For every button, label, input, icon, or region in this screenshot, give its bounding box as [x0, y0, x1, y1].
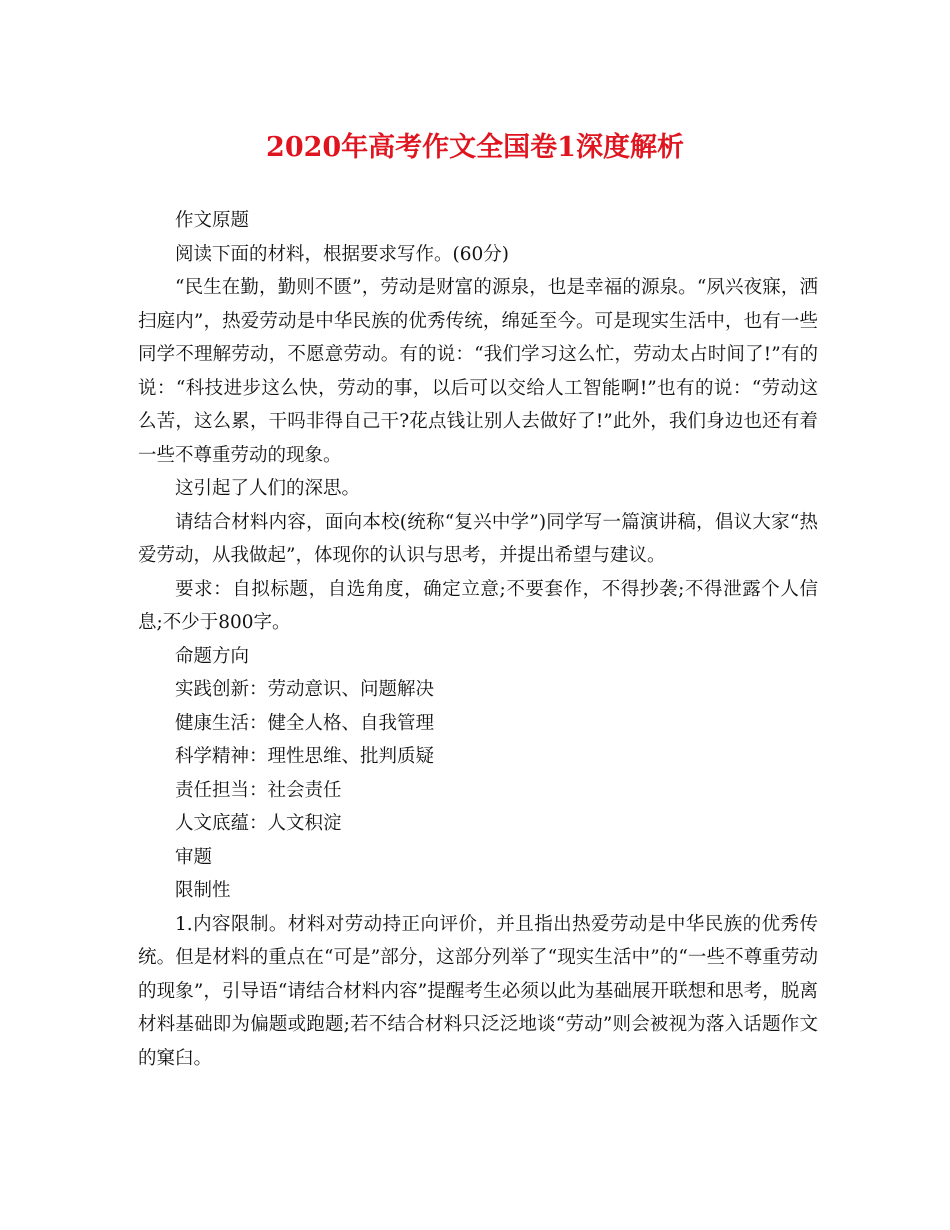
direction-item: 责任担当：社会责任 — [175, 779, 342, 801]
prompt-instruction: 阅读下面的材料，根据要求写作。(60分) — [175, 243, 509, 265]
analysis-paragraph: 1.内容限制。材料对劳动持正向评价，并且指出热爱劳动是中华民族的优秀传统。但是材料的重点在“可是”部分，这部分列举了“现实生活中”的“一些不尊重劳动的现象”，引导语“请结合材料内容”提醒考生必须以此为基础展开联想和思考，脱离材料基础即为偏题或跑题;若不结合材料只泛泛地谈“劳动”则会被视为落入话题作文的窠臼。 — [138, 913, 818, 1069]
direction-item: 人文底蕴：人文积淀 — [175, 813, 342, 834]
document-body — [138, 204, 818, 1075]
section-heading-analysis: 审题 — [175, 846, 213, 868]
subsection-heading-restriction: 限制性 — [175, 880, 231, 901]
section-heading-original-prompt: 作文原题 — [175, 210, 250, 231]
material-paragraph: 这引起了人们的深思。 — [175, 478, 361, 499]
material-paragraph: “民生在勤，勤则不匮”，劳动是财富的源泉，也是幸福的源泉。“夙兴夜寐，洒扫庭内”，热爱劳动是中华民族的优秀传统，绵延至今。可是现实生活中，也有一些同学不理解劳动，不愿意劳动。有的说：“我们学习这么忙，劳动太占时间了!”有的说：“科技进步这么快，劳动的事，以后可以交给人工智能啊!”也有的说：“劳动这么苦，这么累，干吗非得自己干?花点钱让别人去做好了!”此外，我们身边也还有着一些不尊重劳动的现象。 — [138, 277, 818, 466]
requirements-paragraph: 要求：自拟标题，自选角度，确定立意;不要套作，不得抄袭;不得泄露个人信息;不少于800字。 — [138, 578, 818, 633]
direction-item: 健康生活：健全人格、自我管理 — [175, 712, 435, 734]
page-title: 2020年高考作文全国卷1深度解析 — [266, 132, 684, 163]
section-heading-direction: 命题方向 — [175, 645, 250, 667]
direction-item: 实践创新：劳动意识、问题解决 — [175, 679, 435, 700]
task-paragraph: 请结合材料内容，面向本校(统称“复兴中学”)同学写一篇演讲稿，倡议大家“热爱劳动，从我做起”，体现你的认识与思考，并提出希望与建议。 — [138, 511, 818, 566]
direction-item: 科学精神：理性思维、批判质疑 — [175, 746, 435, 767]
